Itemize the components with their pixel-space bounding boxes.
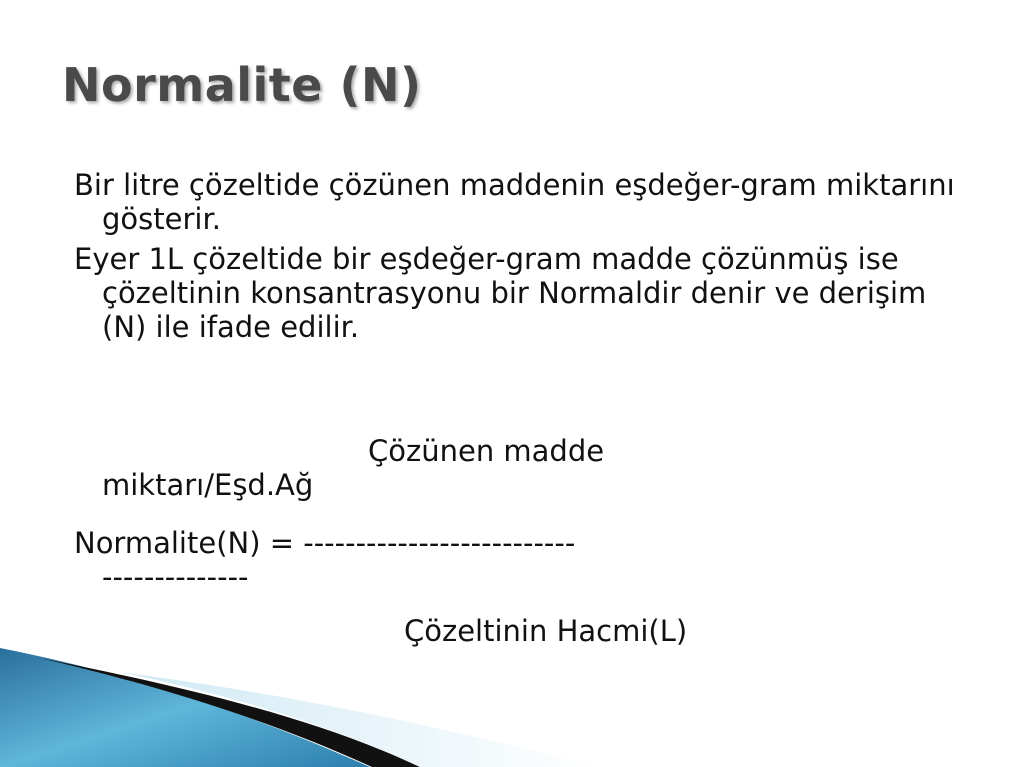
formula-lhs-line-1: Normalite(N) = -------------------------- bbox=[74, 526, 576, 560]
formula-numerator-line-2: miktarı/Eşd.Ağ bbox=[102, 468, 314, 502]
formula-numerator-line-1: Çözünen madde bbox=[368, 434, 605, 468]
definition-paragraph: Bir litre çözeltide çözünen maddenin eşdeğer-gram miktarını gösterir. bbox=[74, 168, 955, 236]
formula-lhs-line-2: -------------- bbox=[102, 560, 249, 594]
slide-body bbox=[74, 168, 974, 350]
explanation-paragraph: Eyer 1L çözeltide bir eşdeğer-gram madde çözünmüş ise çözeltinin konsantrasyonu bir Normaldir denir ve derişim (N) ile ifade edilir. bbox=[74, 242, 927, 344]
slide-title: Normalite (N) bbox=[62, 58, 422, 112]
formula-denominator: Çözeltinin Hacmi(L) bbox=[404, 614, 688, 648]
